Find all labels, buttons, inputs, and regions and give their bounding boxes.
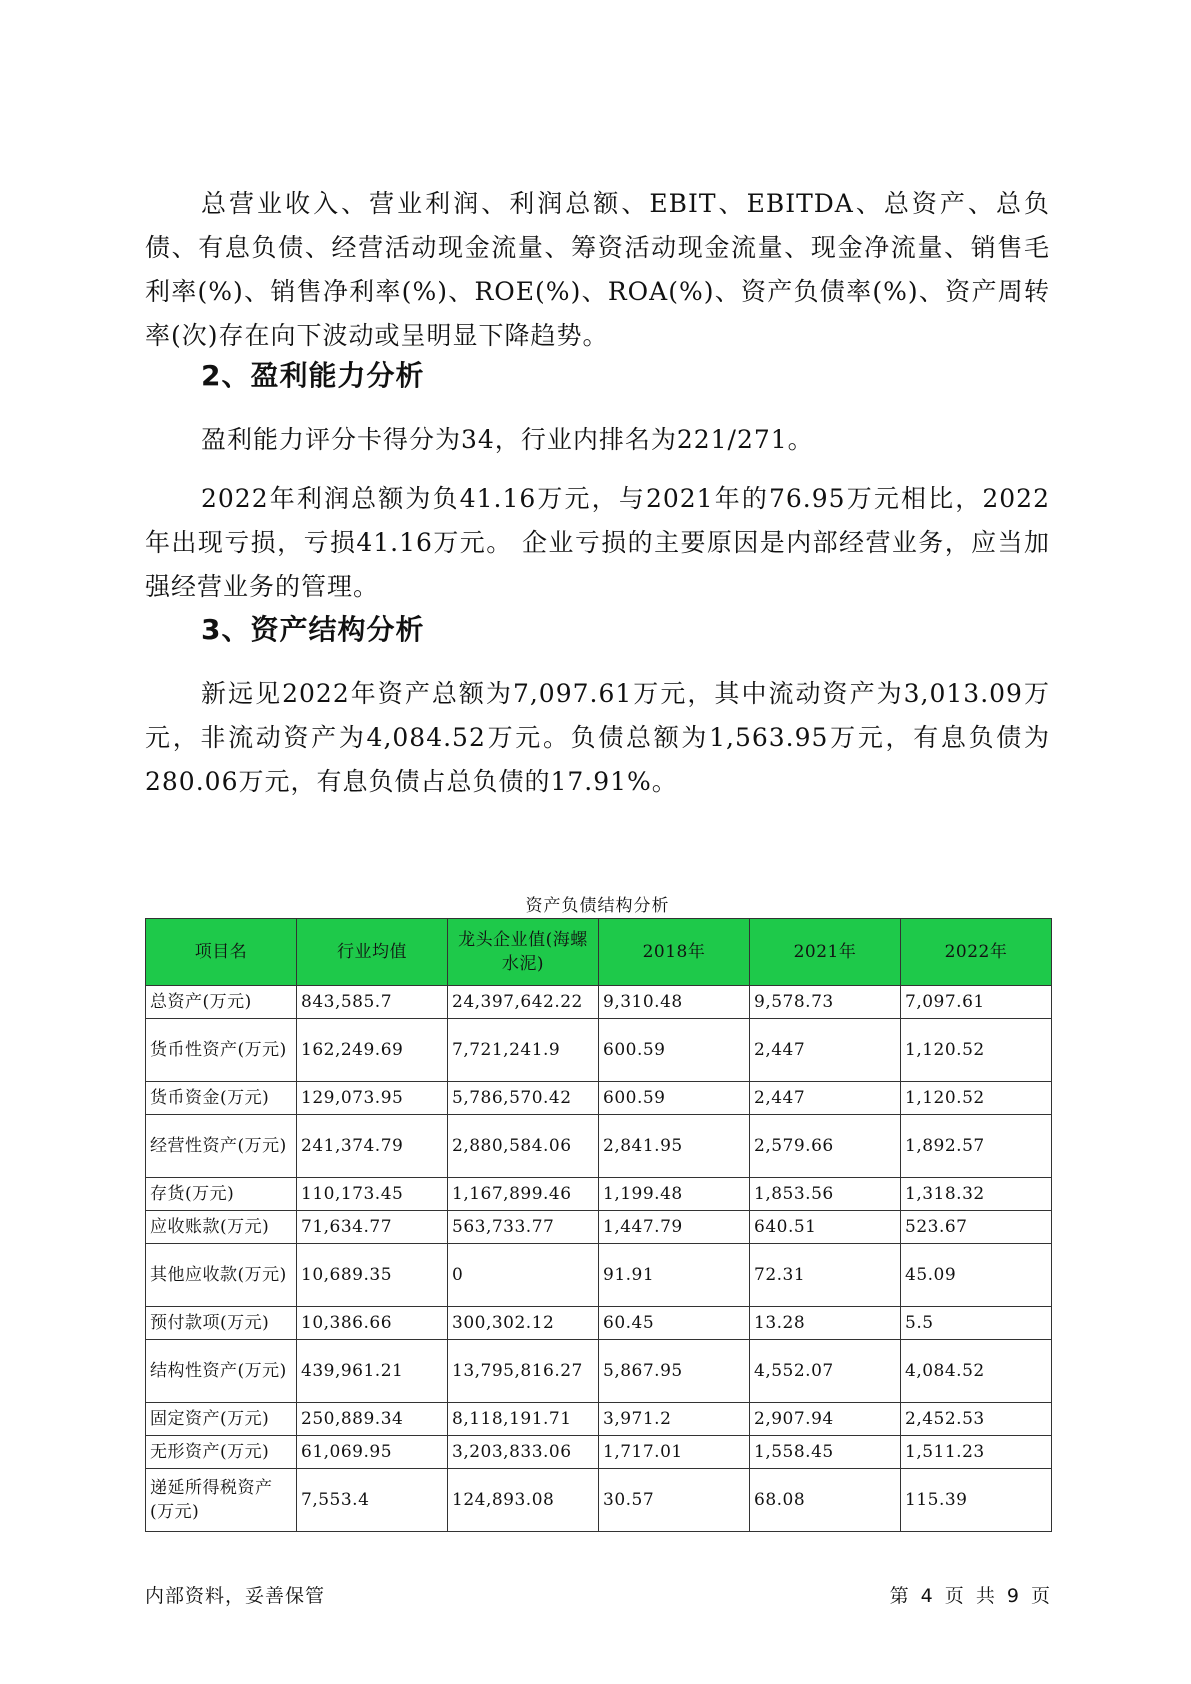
table-row [146, 1082, 1052, 1115]
cell-2022: 523.67 [901, 1211, 1052, 1244]
table-row [146, 1469, 1052, 1532]
cell-leader-value: 5,786,570.42 [448, 1082, 599, 1115]
cell-2022: 4,084.52 [901, 1340, 1052, 1403]
cell-leader-value: 7,721,241.9 [448, 1019, 599, 1082]
cell-2018: 1,447.79 [599, 1211, 750, 1244]
row-label: 其他应收款(万元) [146, 1244, 297, 1307]
row-label: 总资产(万元) [146, 986, 297, 1019]
cell-2018: 1,717.01 [599, 1436, 750, 1469]
cell-industry-average: 61,069.95 [297, 1436, 448, 1469]
cell-2018: 91.91 [599, 1244, 750, 1307]
cell-2018: 60.45 [599, 1307, 750, 1340]
cell-leader-value: 24,397,642.22 [448, 986, 599, 1019]
cell-2021: 13.28 [750, 1307, 901, 1340]
table-row [146, 1019, 1052, 1082]
table-row [146, 1307, 1052, 1340]
cell-2022: 1,318.32 [901, 1178, 1052, 1211]
header-2018: 2018年 [599, 919, 750, 986]
cell-2021: 640.51 [750, 1211, 901, 1244]
section-2-heading: 2、盈利能力分析 [201, 359, 425, 392]
table-row [146, 1403, 1052, 1436]
cell-industry-average: 439,961.21 [297, 1340, 448, 1403]
table-row [146, 1244, 1052, 1307]
cell-industry-average: 7,553.4 [297, 1469, 448, 1532]
row-label: 货币性资产(万元) [146, 1019, 297, 1082]
cell-2022: 7,097.61 [901, 986, 1052, 1019]
cell-2022: 1,120.52 [901, 1019, 1052, 1082]
cell-2021: 2,907.94 [750, 1403, 901, 1436]
row-label: 无形资产(万元) [146, 1436, 297, 1469]
cell-2021: 72.31 [750, 1244, 901, 1307]
cell-leader-value: 124,893.08 [448, 1469, 599, 1532]
header-2021: 2021年 [750, 919, 901, 986]
profitability-score-paragraph: 盈利能力评分卡得分为34，行业内排名为221/271。 [201, 425, 814, 454]
cell-2018: 1,199.48 [599, 1178, 750, 1211]
table-row [146, 1178, 1052, 1211]
cell-industry-average: 241,374.79 [297, 1115, 448, 1178]
table-row [146, 1340, 1052, 1403]
table-row [146, 1115, 1052, 1178]
cell-2018: 30.57 [599, 1469, 750, 1532]
cell-2018: 3,971.2 [599, 1403, 750, 1436]
cell-2021: 1,558.45 [750, 1436, 901, 1469]
cell-leader-value: 0 [448, 1244, 599, 1307]
cell-leader-value: 300,302.12 [448, 1307, 599, 1340]
cell-2021: 1,853.56 [750, 1178, 901, 1211]
cell-2021: 9,578.73 [750, 986, 901, 1019]
table-row [146, 986, 1052, 1019]
cell-2018: 5,867.95 [599, 1340, 750, 1403]
cell-2022: 1,892.57 [901, 1115, 1052, 1178]
row-label: 应收账款(万元) [146, 1211, 297, 1244]
row-label: 固定资产(万元) [146, 1403, 297, 1436]
cell-2021: 2,447 [750, 1019, 901, 1082]
table-caption: 资产负债结构分析 [525, 896, 670, 916]
intro-paragraph: 总营业收入、营业利润、利润总额、EBIT、EBITDA、总资产、总负债、有息负债、经营活动现金流量、筹资活动现金流量、现金净流量、销售毛利率(%)、销售净利率(%)、ROE(%)、ROA(%)、资产负债率(%)、资产周转率(次)存在向下波动或呈明显下降趋势。 [145, 189, 1050, 350]
cell-industry-average: 129,073.95 [297, 1082, 448, 1115]
cell-leader-value: 13,795,816.27 [448, 1340, 599, 1403]
cell-leader-value: 1,167,899.46 [448, 1178, 599, 1211]
row-label: 经营性资产(万元) [146, 1115, 297, 1178]
cell-industry-average: 10,689.35 [297, 1244, 448, 1307]
cell-2018: 600.59 [599, 1019, 750, 1082]
asset-liability-table [145, 918, 1052, 1532]
cell-2021: 4,552.07 [750, 1340, 901, 1403]
cell-leader-value: 563,733.77 [448, 1211, 599, 1244]
header-leader-value: 龙头企业值(海螺水泥) [448, 919, 599, 986]
table-row [146, 1436, 1052, 1469]
cell-2022: 45.09 [901, 1244, 1052, 1307]
row-label: 存货(万元) [146, 1178, 297, 1211]
header-2022: 2022年 [901, 919, 1052, 986]
header-industry-average: 行业均值 [297, 919, 448, 986]
profit-analysis-paragraph: 2022年利润总额为负41.16万元，与2021年的76.95万元相比，2022年出现亏损，亏损41.16万元。 企业亏损的主要原因是内部经营业务，应当加强经营业务的管理。 [145, 484, 1050, 601]
cell-2018: 9,310.48 [599, 986, 750, 1019]
cell-2022: 115.39 [901, 1469, 1052, 1532]
footer-page-number: 第 4 页 共 9 页 [889, 1585, 1051, 1607]
cell-2018: 600.59 [599, 1082, 750, 1115]
cell-industry-average: 843,585.7 [297, 986, 448, 1019]
cell-industry-average: 162,249.69 [297, 1019, 448, 1082]
header-item-name: 项目名 [146, 919, 297, 986]
cell-industry-average: 110,173.45 [297, 1178, 448, 1211]
cell-2022: 1,511.23 [901, 1436, 1052, 1469]
row-label: 预付款项(万元) [146, 1307, 297, 1340]
cell-2022: 5.5 [901, 1307, 1052, 1340]
asset-structure-paragraph: 新远见2022年资产总额为7,097.61万元，其中流动资产为3,013.09万元，非流动资产为4,084.52万元。负债总额为1,563.95万元，有息负债为280.06万元，有息负债占总负债的17.91%。 [145, 679, 1050, 796]
cell-2021: 68.08 [750, 1469, 901, 1532]
row-label: 货币资金(万元) [146, 1082, 297, 1115]
cell-industry-average: 10,386.66 [297, 1307, 448, 1340]
table-header-row [146, 919, 1052, 986]
row-label: 递延所得税资产(万元) [146, 1469, 297, 1532]
cell-2022: 1,120.52 [901, 1082, 1052, 1115]
cell-2018: 2,841.95 [599, 1115, 750, 1178]
footer-confidential-note: 内部资料，妥善保管 [145, 1585, 326, 1607]
table-row [146, 1211, 1052, 1244]
cell-industry-average: 71,634.77 [297, 1211, 448, 1244]
cell-leader-value: 3,203,833.06 [448, 1436, 599, 1469]
cell-industry-average: 250,889.34 [297, 1403, 448, 1436]
cell-leader-value: 8,118,191.71 [448, 1403, 599, 1436]
cell-leader-value: 2,880,584.06 [448, 1115, 599, 1178]
cell-2021: 2,447 [750, 1082, 901, 1115]
cell-2021: 2,579.66 [750, 1115, 901, 1178]
cell-2022: 2,452.53 [901, 1403, 1052, 1436]
row-label: 结构性资产(万元) [146, 1340, 297, 1403]
section-3-heading: 3、资产结构分析 [201, 613, 425, 646]
